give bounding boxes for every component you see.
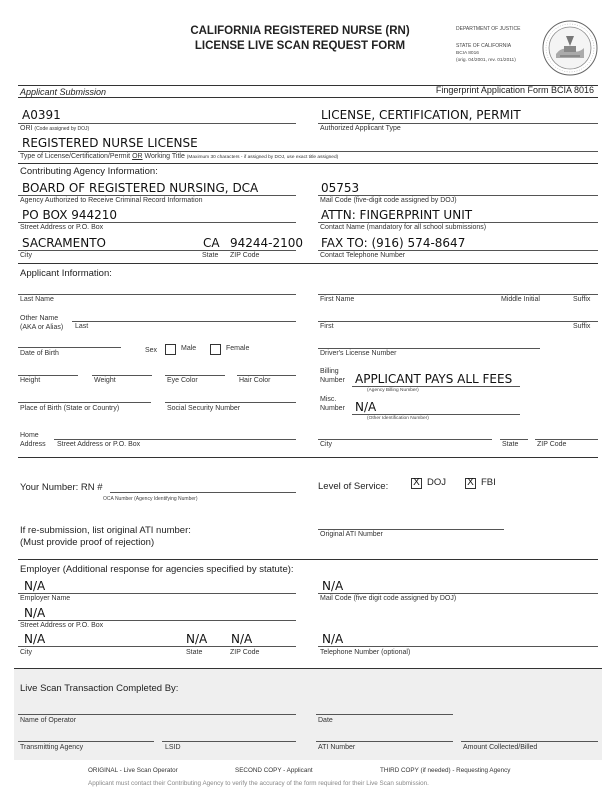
employer-city-label: City bbox=[20, 649, 33, 656]
misc-label-2: Number bbox=[320, 405, 345, 412]
license-type-note: (Maximum 30 characters - if assigned by DOJ, use exact title assigned) bbox=[186, 155, 339, 160]
doj-label: DOJ bbox=[427, 477, 446, 488]
employer-mail-code-value[interactable]: N/A bbox=[322, 579, 344, 593]
state-value[interactable]: CA bbox=[203, 236, 220, 250]
employer-name-label: Employer Name bbox=[20, 595, 71, 602]
aka-label: (AKA or Alias) bbox=[20, 324, 64, 331]
employer-street-label: Street Address or P.O. Box bbox=[20, 622, 104, 629]
contact-label: Contact Name (mandatory for all school submissions) bbox=[320, 224, 487, 231]
footer-notice: Applicant must contact their Contributing Agency to verify the accuracy of the form required for their Live Scan submission. bbox=[88, 780, 429, 787]
male-checkbox[interactable] bbox=[165, 344, 176, 355]
amount-collected-label: Amount Collected/Billed bbox=[463, 744, 538, 751]
hair-color-label: Hair Color bbox=[239, 377, 271, 384]
eye-color-label: Eye Color bbox=[167, 377, 198, 384]
ori-label-group bbox=[20, 125, 89, 132]
other-name-label: Other Name bbox=[20, 315, 59, 322]
employer-state-label: State bbox=[186, 649, 203, 656]
ori-note: (Code assigned by DOJ) bbox=[34, 126, 90, 132]
form-name-label: Fingerprint Application Form BCIA 8016 bbox=[435, 85, 594, 95]
contact-phone-label: Contact Telephone Number bbox=[320, 252, 406, 259]
employer-phone-label: Telephone Number (optional) bbox=[320, 649, 411, 656]
male-label: Male bbox=[181, 345, 197, 352]
live-scan-heading: Live Scan Transaction Completed By: bbox=[20, 683, 179, 694]
drivers-license-label: Driver's License Number bbox=[320, 350, 397, 357]
agency-name-label: Agency Authorized to Receive Criminal Record Information bbox=[20, 197, 203, 204]
license-type-label-or: OR bbox=[132, 153, 143, 160]
form-title-line-2: LICENSE LIVE SCAN REQUEST FORM bbox=[194, 40, 406, 52]
form-code: BCIA 8016 bbox=[456, 51, 479, 56]
employer-city-value[interactable]: N/A bbox=[24, 632, 46, 646]
applicant-submission-label: Applicant Submission bbox=[20, 87, 107, 97]
applicant-type-label: Authorized Applicant Type bbox=[320, 125, 401, 132]
employer-name-value[interactable]: N/A bbox=[24, 579, 46, 593]
billing-number-value[interactable]: APPLICANT PAYS ALL FEES bbox=[355, 372, 513, 386]
footer-third-copy: THIRD COPY (if needed) - Requesting Agency bbox=[380, 767, 511, 774]
employer-zip-value[interactable]: N/A bbox=[231, 632, 253, 646]
other-first-label: First bbox=[320, 323, 334, 330]
resubmission-label-2: (Must provide proof of rejection) bbox=[20, 537, 155, 548]
fbi-checkbox[interactable] bbox=[465, 478, 476, 489]
female-checkbox[interactable] bbox=[210, 344, 221, 355]
operator-name-label: Name of Operator bbox=[20, 717, 77, 724]
agency-name-value[interactable]: BOARD OF REGISTERED NURSING, DCA bbox=[22, 181, 259, 195]
last-name-label: Last Name bbox=[20, 296, 54, 303]
misc-label-1: Misc. bbox=[320, 396, 337, 403]
oca-note: OCA Number (Agency Identifying Number) bbox=[103, 496, 198, 502]
ati-number-label: ATI Number bbox=[318, 744, 356, 751]
street-label: Street Address or P.O. Box bbox=[20, 224, 104, 231]
date-label: Date bbox=[318, 717, 333, 724]
sex-label: Sex bbox=[145, 347, 158, 354]
doj-check-mark: X bbox=[413, 477, 420, 488]
misc-number-value[interactable]: N/A bbox=[355, 400, 377, 414]
employer-mail-code-label: Mail Code (five digit code assigned by DOJ) bbox=[320, 595, 457, 602]
license-type-label-group bbox=[20, 153, 338, 160]
employer-phone-value[interactable]: N/A bbox=[322, 632, 344, 646]
contact-value[interactable]: ATTN: FINGERPRINT UNIT bbox=[321, 208, 473, 222]
original-ati-label: Original ATI Number bbox=[320, 531, 383, 538]
resubmission-label-1: If re-submission, list original ATI number: bbox=[20, 525, 191, 536]
misc-note: (Other Identification Number) bbox=[367, 416, 429, 421]
weight-label: Weight bbox=[94, 377, 116, 384]
transmitting-agency-label: Transmitting Agency bbox=[20, 744, 84, 751]
state-label-field: State bbox=[202, 252, 219, 259]
employer-state-value[interactable]: N/A bbox=[186, 632, 208, 646]
footer-original-copy: ORIGINAL - Live Scan Operator bbox=[88, 767, 178, 774]
billing-label-2: Number bbox=[320, 377, 345, 384]
suffix-label: Suffix bbox=[573, 296, 591, 303]
employer-street-value[interactable]: N/A bbox=[24, 606, 46, 620]
ori-value[interactable]: A0391 bbox=[22, 108, 61, 122]
middle-initial-label: Middle Initial bbox=[501, 296, 540, 303]
home-zip-label: ZIP Code bbox=[537, 441, 567, 448]
department-label: DEPARTMENT OF JUSTICE bbox=[456, 26, 521, 32]
license-type-value[interactable]: REGISTERED NURSE LICENSE bbox=[22, 136, 198, 150]
home-city-label: City bbox=[320, 441, 333, 448]
city-value[interactable]: SACRAMENTO bbox=[22, 236, 106, 250]
your-number-label: Your Number: RN # bbox=[20, 482, 103, 493]
place-of-birth-label: Place of Birth (State or Country) bbox=[20, 405, 120, 412]
applicant-info-heading: Applicant Information: bbox=[20, 268, 112, 279]
license-type-label-b: Working Title bbox=[142, 153, 185, 160]
fbi-check-mark: X bbox=[467, 477, 474, 488]
home-label-1: Home bbox=[20, 432, 39, 439]
billing-label-1: Billing bbox=[320, 368, 339, 375]
contributing-agency-heading: Contributing Agency Information: bbox=[20, 166, 158, 177]
home-street-label: Street Address or P.O. Box bbox=[57, 441, 141, 448]
mail-code-value[interactable]: 05753 bbox=[321, 181, 360, 195]
form-title-line-1: CALIFORNIA REGISTERED NURSE (RN) bbox=[190, 25, 410, 37]
lsid-label: LSID bbox=[165, 744, 181, 751]
ssn-label: Social Security Number bbox=[167, 405, 241, 412]
zip-label: ZIP Code bbox=[230, 252, 260, 259]
home-state-label: State bbox=[502, 441, 519, 448]
zip-value[interactable]: 94244-2100 bbox=[230, 236, 304, 250]
mail-code-label: Mail Code (five-digit code assigned by DOJ) bbox=[320, 197, 457, 204]
applicant-type-value[interactable]: LICENSE, CERTIFICATION, PERMIT bbox=[321, 108, 521, 122]
employer-heading: Employer (Additional response for agencies specified by statute): bbox=[20, 564, 294, 575]
home-label-2: Address bbox=[20, 441, 46, 448]
doj-checkbox[interactable] bbox=[411, 478, 422, 489]
height-label: Height bbox=[20, 377, 41, 384]
contact-phone-value[interactable]: FAX TO: (916) 574-8647 bbox=[321, 236, 466, 250]
footer-second-copy: SECOND COPY - Applicant bbox=[235, 767, 313, 774]
dob-label: Date of Birth bbox=[20, 350, 59, 357]
female-label: Female bbox=[226, 345, 250, 352]
ori-label: ORI bbox=[20, 125, 33, 132]
state-label: STATE OF CALIFORNIA bbox=[456, 43, 512, 49]
license-type-label-a: Type of License/Certification/Permit bbox=[20, 153, 133, 160]
other-suffix-label: Suffix bbox=[573, 323, 591, 330]
state-seal-icon bbox=[542, 20, 598, 76]
billing-note: (Agency Billing Number) bbox=[367, 388, 419, 393]
form-revision: (orig. 04/2001, rev. 01/2011) bbox=[456, 58, 516, 63]
first-name-label: First Name bbox=[320, 296, 355, 303]
city-label: City bbox=[20, 252, 33, 259]
street-value[interactable]: PO BOX 944210 bbox=[22, 208, 118, 222]
level-of-service-label: Level of Service: bbox=[318, 481, 389, 492]
other-last-label: Last bbox=[75, 323, 89, 330]
employer-zip-label: ZIP Code bbox=[230, 649, 260, 656]
fbi-label: FBI bbox=[481, 477, 496, 488]
